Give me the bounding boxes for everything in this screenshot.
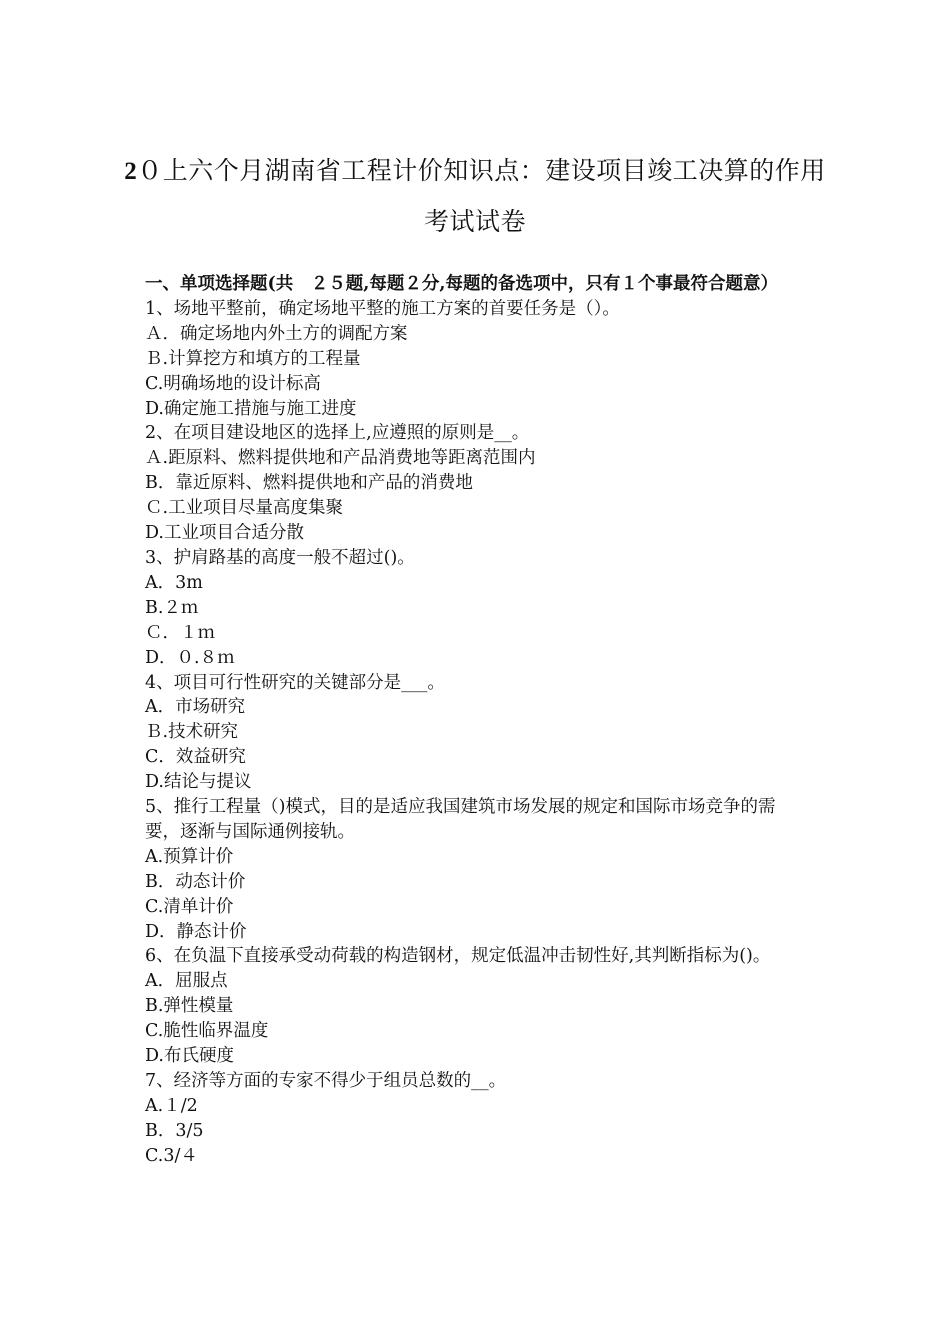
option-c: C.脆性临界温度 [145, 1021, 269, 1042]
option-d: D.结论与提议 [145, 772, 252, 793]
option-a: A．屈服点 [145, 971, 228, 992]
question-text: 6、在负温下直接承受动荷载的构造钢材，规定低温冲击韧性好,其判断指标为()。 [145, 946, 771, 967]
option-b: B．靠近原料、燃料提供地和产品的消费地 [145, 473, 473, 494]
question-text: 5、推行工程量（)模式，目的是适应我国建筑市场发展的规定和国际市场竞争的需要，逐渐与国际通例接轨。 [145, 797, 776, 842]
question-5 [145, 795, 810, 944]
option-d: D.布氏硬度 [145, 1046, 234, 1067]
question-4 [145, 671, 810, 796]
option-c: C.清单计价 [145, 896, 234, 917]
question-text: 7、经济等方面的专家不得少于组员总数的__。 [145, 1071, 507, 1091]
option-a: A．市场研究 [145, 697, 246, 718]
option-d: D．０.８ｍ [145, 647, 235, 668]
section-heading: 一、单项选择题(共 ２５题,每题２分,每题的备选项中，只有１个事最符合题意） [145, 274, 778, 294]
option-c: Ｃ.工业项目尽量高度集聚 [145, 498, 344, 519]
question-7 [145, 1069, 810, 1169]
option-b: B．3/5 [145, 1120, 204, 1141]
option-a: Ａ.距原料、燃料提供地和产品消费地等距离范围内 [145, 448, 536, 469]
question-2 [145, 421, 810, 546]
question-text: 1、场地平整前，确定场地平整的施工方案的首要任务是（）。 [145, 298, 620, 319]
document-title [120, 146, 830, 247]
option-b: B．动态计价 [145, 871, 246, 892]
option-d: D.确定施工措施与施工进度 [145, 398, 357, 419]
option-d: D．静态计价 [145, 921, 247, 942]
option-a: A．3m [145, 572, 203, 593]
option-c: Ｃ．１ｍ [145, 622, 215, 643]
option-a: A.１/2 [145, 1095, 198, 1116]
option-b: Ｂ.技术研究 [145, 722, 239, 743]
option-a: A.预算计价 [145, 846, 234, 867]
option-d: D.工业项目合适分散 [145, 523, 304, 544]
question-6 [145, 944, 810, 1069]
option-b: B.弹性模量 [145, 996, 234, 1017]
option-c: C.3/４ [145, 1145, 198, 1166]
title-text: ０上六个月湖南省工程计价知识点：建设项目竣工决算的作用考试试卷 [137, 156, 826, 236]
title-lead: 2 [124, 158, 138, 185]
option-b: Ｂ.计算挖方和填方的工程量 [145, 348, 361, 369]
option-c: C．效益研究 [145, 747, 246, 768]
exam-content [145, 272, 810, 1169]
question-text: 4、项目可行性研究的关键部分是___。 [145, 672, 445, 693]
question-3 [145, 546, 810, 671]
option-c: C.明确场地的设计标高 [145, 373, 321, 394]
option-a: Ａ．确定场地内外土方的调配方案 [145, 323, 408, 344]
option-b: B.２ｍ [145, 597, 199, 618]
question-text: 3、护肩路基的高度一般不超过()。 [145, 547, 415, 568]
question-text: 2、在项目建设地区的选择上,应遵照的原则是__。 [145, 423, 530, 444]
question-1 [145, 297, 810, 422]
